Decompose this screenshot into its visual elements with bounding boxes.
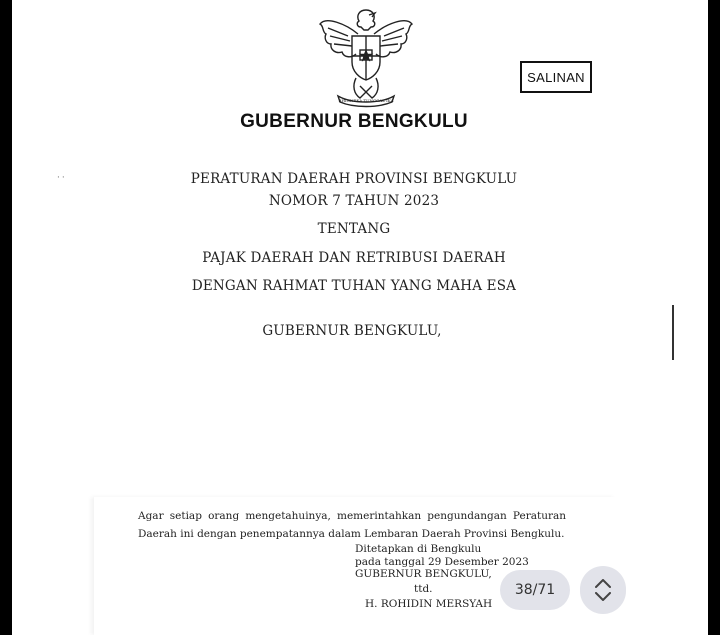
page-edge-mark xyxy=(672,305,674,360)
signer-name: H. ROHIDIN MERSYAH xyxy=(365,598,493,610)
scan-specks: ·· xyxy=(57,173,67,183)
svg-text:BHINNEKA TUNGGAL IKA: BHINNEKA TUNGGAL IKA xyxy=(338,98,394,103)
chevron-down-icon[interactable] xyxy=(595,592,611,601)
closing-paragraph-line1: Agar setiap orang mengetahuinya, memerintahkan pengundangan Peraturan xyxy=(138,510,566,522)
addressee-line: GUBERNUR BENGKULU, xyxy=(262,323,442,339)
salinan-stamp: SALINAN xyxy=(520,61,592,93)
garuda-emblem-icon xyxy=(312,6,420,108)
chevron-up-icon[interactable] xyxy=(595,579,611,588)
blessing-line: DENGAN RAHMAT TUHAN YANG MAHA ESA xyxy=(191,278,517,294)
page-scroll-button[interactable] xyxy=(580,566,626,614)
regulation-title: PERATURAN DAERAH PROVINSI BENGKULU xyxy=(190,171,518,187)
governor-heading: GUBERNUR BENGKULU xyxy=(240,111,468,132)
enacted-place: Ditetapkan di Bengkulu xyxy=(355,543,482,555)
about-label: TENTANG xyxy=(317,221,391,237)
regulation-number: NOMOR 7 TAHUN 2023 xyxy=(268,193,440,209)
page-excerpt xyxy=(94,497,616,635)
page-indicator[interactable]: 38/71 xyxy=(500,570,570,610)
enacted-date: pada tanggal 29 Desember 2023 xyxy=(355,556,529,568)
regulation-subject: PAJAK DAERAH DAN RETRIBUSI DAERAH xyxy=(202,250,506,266)
signed-mark: ttd. xyxy=(414,583,433,595)
closing-paragraph-line2: Daerah ini dengan penempatannya dalam Lembaran Daerah Provinsi Bengkulu. xyxy=(138,528,565,540)
signer-title: GUBERNUR BENGKULU, xyxy=(355,568,492,580)
